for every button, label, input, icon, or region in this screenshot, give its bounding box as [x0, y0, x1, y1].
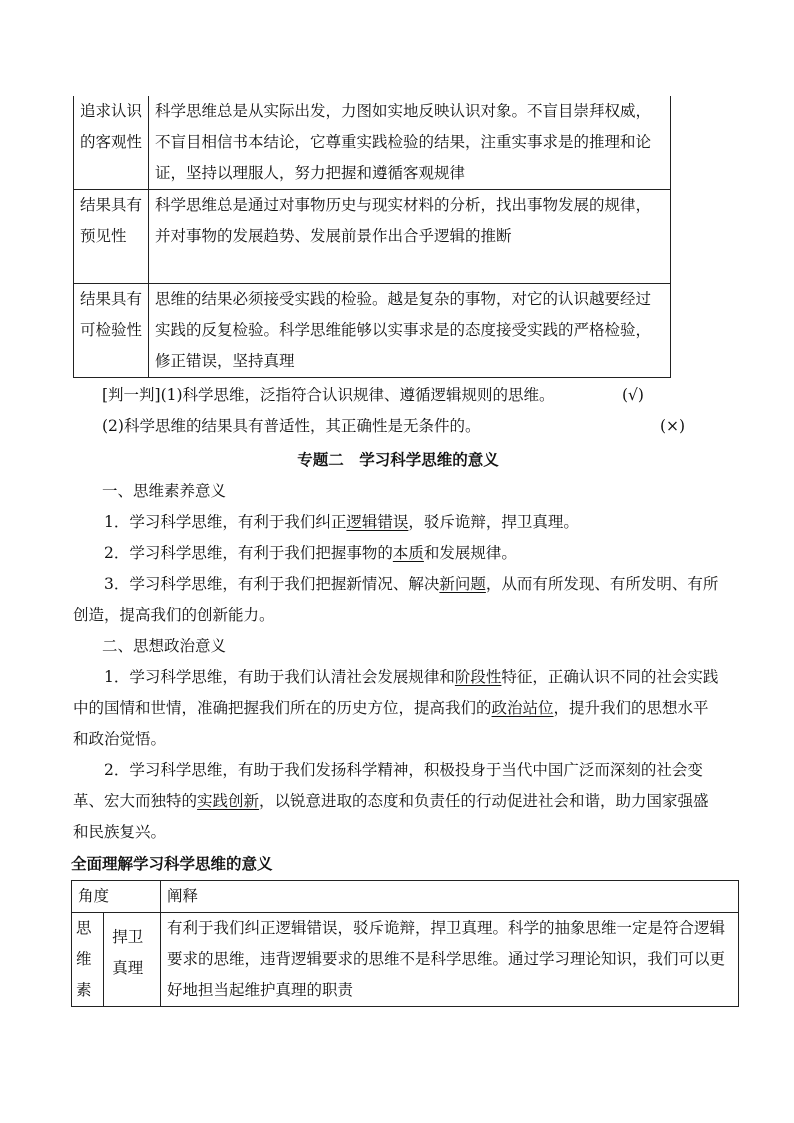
key-term: 政治站位: [491, 699, 554, 717]
text-span: ，驳斥诡辩，捍卫真理。: [408, 513, 579, 531]
key-term: 阶段性: [454, 668, 502, 686]
column-header-explanation: 阐释: [161, 881, 739, 913]
key-term: 逻辑错误: [346, 513, 409, 531]
text-span: 2．学习科学思维，有助于我们发扬科学精神，积极投身于当代中国广泛而深刻的社会变革、宏大而独特的: [73, 761, 703, 810]
table-row: [72, 913, 739, 1007]
category-cell: 思维素: [72, 913, 104, 1007]
explanation-cell: 有利于我们纠正逻辑错误，驳斥诡辩，捍卫真理。科学的抽象思维一定是符合逻辑要求的思维，违背逻辑要求的思维不是科学思维。通过学习理论知识，我们可以更好地担当起维护真理的职责: [161, 913, 739, 1007]
list-item: [73, 755, 723, 848]
column-header-angle: 角度: [72, 881, 161, 913]
topic-title: 专题二 学习科学思维的意义: [297, 450, 499, 469]
characteristics-table: [73, 96, 671, 378]
summary-title: 全面理解学习科学思维的意义: [71, 854, 273, 873]
list-item: [73, 569, 723, 631]
row-heading: 结果具有可检验性: [74, 284, 149, 378]
judge-question-2: (2)科学思维的结果具有普适性，其正确性是无条件的。: [102, 417, 481, 435]
text-span: 1．学习科学思维，有助于我们认清社会发展规律和: [104, 668, 455, 686]
row-heading: 追求认识的客观性: [74, 96, 149, 190]
section-heading: 二、思想政治意义: [102, 637, 227, 655]
key-term: 本质: [392, 544, 424, 562]
judge-question-1: [判一判](1)科学思维，泛指符合认识规律、遵循逻辑规则的思维。: [102, 386, 555, 404]
text-span: 3．学习科学思维，有利于我们把握新情况、解决: [104, 575, 440, 593]
text-span: ，以锐意进取的态度和负责任的行动促进社会和谐，助力国家强盛和民族复兴。: [73, 792, 709, 841]
judge-answer-1: (√): [622, 386, 644, 404]
table-header-row: [72, 881, 739, 913]
key-term: 实践创新: [197, 792, 260, 810]
row-content: 科学思维总是通过对事物历史与现实材料的分析，找出事物发展的规律，并对事物的发展趋势、发展前景作出合乎逻辑的推断: [149, 190, 671, 284]
table-row: [74, 190, 671, 284]
list-item: [73, 662, 723, 755]
section-heading: 一、思维素养意义: [102, 482, 227, 500]
text-span: 1．学习科学思维，有利于我们纠正: [104, 513, 347, 531]
row-content: 科学思维总是从实际出发，力图如实地反映认识对象。不盲目崇拜权威，不盲目相信书本结论，它尊重实践检验的结果，注重实事求是的推理和论证，坚持以理服人，努力把握和遵循客观规律: [149, 96, 671, 190]
text-span: 特征，正确认识不同的社会实践中的国情和世情，准确把握我们所在的历史方位，提高我们的: [73, 668, 719, 717]
table-row: [74, 284, 671, 378]
key-term: 新问题: [439, 575, 486, 593]
text-span: ，从而有所发现、有所发明、有所创造，提高我们的创新能力。: [73, 575, 719, 624]
judge-answer-2: (×): [660, 417, 686, 435]
text-span: 和发展规律。: [423, 544, 517, 562]
list-item: [73, 507, 723, 538]
list-item: [73, 538, 723, 569]
subcategory-cell: 捍卫真理: [104, 913, 161, 1007]
significance-table: [71, 880, 739, 1007]
table-row: [74, 96, 671, 190]
text-span: 2．学习科学思维，有利于我们把握事物的: [104, 544, 393, 562]
row-content: 思维的结果必须接受实践的检验。越是复杂的事物，对它的认识越要经过实践的反复检验。科学思维能够以实事求是的态度接受实践的严格检验，修正错误，坚持真理: [149, 284, 671, 378]
row-heading: 结果具有预见性: [74, 190, 149, 284]
text-span: ，提升我们的思想水平和政治觉悟。: [73, 699, 709, 748]
